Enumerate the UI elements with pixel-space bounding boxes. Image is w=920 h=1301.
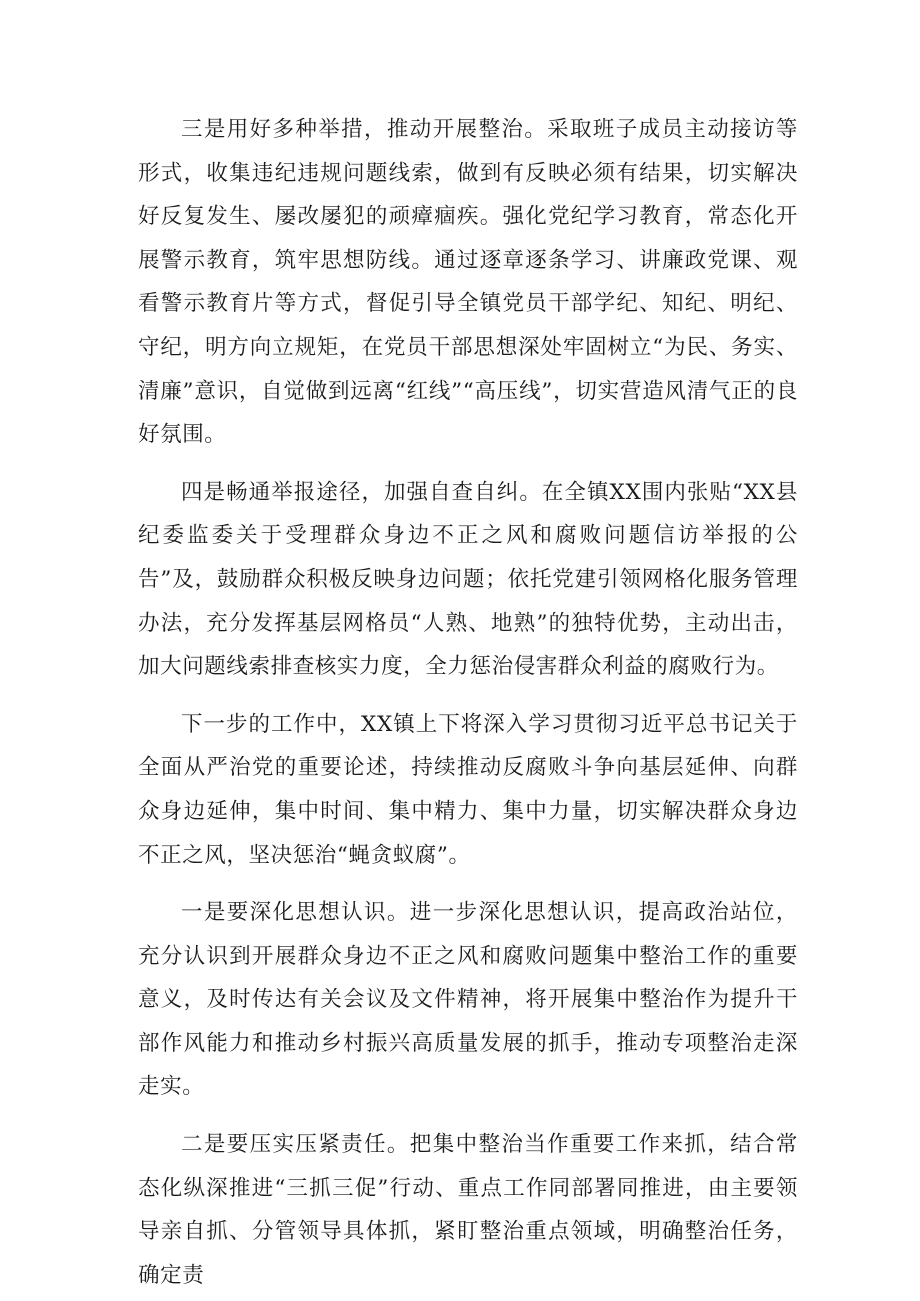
paragraph-next-steps: 下一步的工作中，XX镇上下将深入学习贯彻习近平总书记关于全面从严治党的重要论述，持续推动反腐败斗争向基层延伸、向群众身边延伸，集中时间、集中精力、集中力量，切实解决群众身边不正之风，坚决惩治“蝇贪蚁腐”。 <box>138 711 798 868</box>
paragraph-measures: 三是用好多种举措，推动开展整治。采取班子成员主动接访等形式，收集违纪违规问题线索，做到有反映必须有结果，切实解决好反复发生、屡改屡犯的顽瘴痼疾。强化党纪学习教育，常态化开展警示教育，筑牢思想防线。通过逐章逐条学习、讲廉政党课、观看警示教育片等方式，督促引导全镇党员干部学纪、知纪、明纪、守纪，明方向立规矩，在党员干部思想深处牢固树立“为民、务实、清廉”意识，自觉做到远离“红线”“高压线”，切实营造风清气正的良好氛围。 <box>138 117 798 448</box>
document-page <box>138 108 798 1297</box>
paragraph-reporting-channels: 四是畅通举报途径，加强自查自纠。在全镇XX围内张贴“XX县纪委监委关于受理群众身边不正之风和腐败问题信访举报的公告”及，鼓励群众积极反映身边问题；依托党建引领网格化服务管理办法，充分发挥基层网格员“人熟、地熟”的独特优势，主动出击，加大问题线索排查核实力度，全力惩治侵害群众利益的腐败行为。 <box>138 479 798 680</box>
paragraph-responsibility: 二是要压实压紧责任。把集中整治当作重要工作来抓，结合常态化纵深推进“三抓三促”行动、重点工作同部署同推进，由主要领导亲自抓、分管领导具体抓，紧盯整治重点领域，明确整治任务，确定责 <box>138 1132 798 1288</box>
paragraph-deepen-understanding: 一是要深化思想认识。进一步深化思想认识，提高政治站位，充分认识到开展群众身边不正之风和腐败问题集中整治工作的重要意义，及时传达有关会议及文件精神，将开展集中整治作为提升干部作风能力和推动乡村振兴高质量发展的抓手，推动专项整治走深走实。 <box>138 900 798 1100</box>
